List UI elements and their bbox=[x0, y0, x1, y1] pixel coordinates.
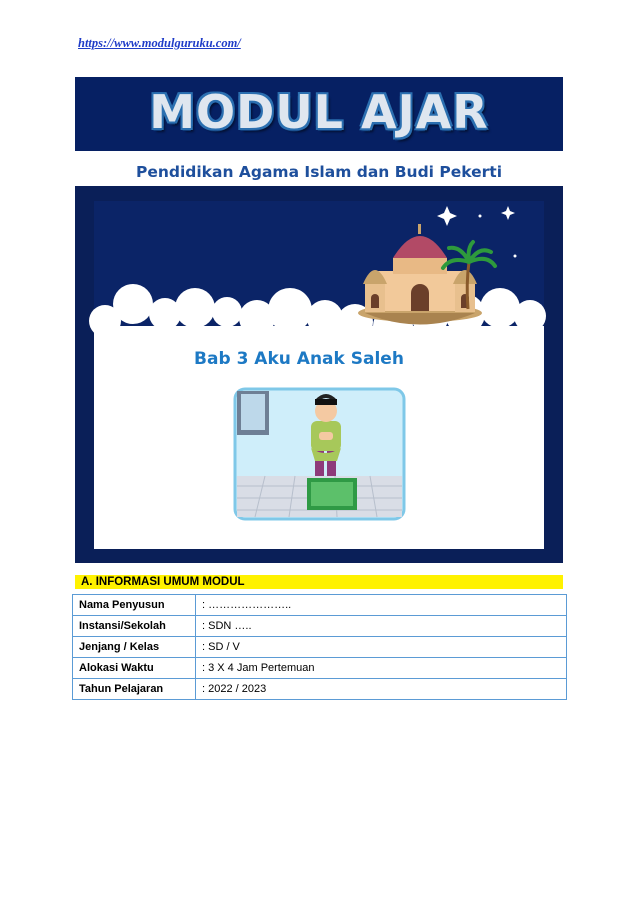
subject-subtitle: Pendidikan Agama Islam dan Budi Pekerti bbox=[135, 163, 503, 181]
row-value: : SD / V bbox=[196, 637, 567, 658]
cover-artwork bbox=[75, 186, 563, 563]
row-value: : 3 X 4 Jam Pertemuan bbox=[196, 658, 567, 679]
banner-title: MODUL AJAR bbox=[149, 85, 489, 139]
table-row bbox=[73, 679, 567, 700]
header-url-link[interactable]: https://www.modulguruku.com/ bbox=[78, 36, 241, 50]
row-label: Instansi/Sekolah bbox=[73, 616, 196, 637]
info-table bbox=[72, 594, 567, 700]
praying-boy-picture bbox=[235, 389, 404, 519]
section-header-bar bbox=[75, 575, 563, 589]
chapter-title: Bab 3 Aku Anak Saleh bbox=[194, 349, 404, 369]
table-row bbox=[73, 658, 567, 679]
table-row bbox=[73, 616, 567, 637]
row-label: Jenjang / Kelas bbox=[73, 637, 196, 658]
row-value: : ………………….. bbox=[196, 595, 567, 616]
row-label: Nama Penyusun bbox=[73, 595, 196, 616]
table-row bbox=[73, 595, 567, 616]
cover-illustration bbox=[75, 186, 563, 563]
table-row bbox=[73, 637, 567, 658]
row-label: Alokasi Waktu bbox=[73, 658, 196, 679]
row-value: : SDN ….. bbox=[196, 616, 567, 637]
row-value: : 2022 / 2023 bbox=[196, 679, 567, 700]
section-title: A. INFORMASI UMUM MODUL bbox=[81, 576, 245, 588]
title-banner bbox=[75, 77, 563, 151]
row-label: Tahun Pelajaran bbox=[73, 679, 196, 700]
